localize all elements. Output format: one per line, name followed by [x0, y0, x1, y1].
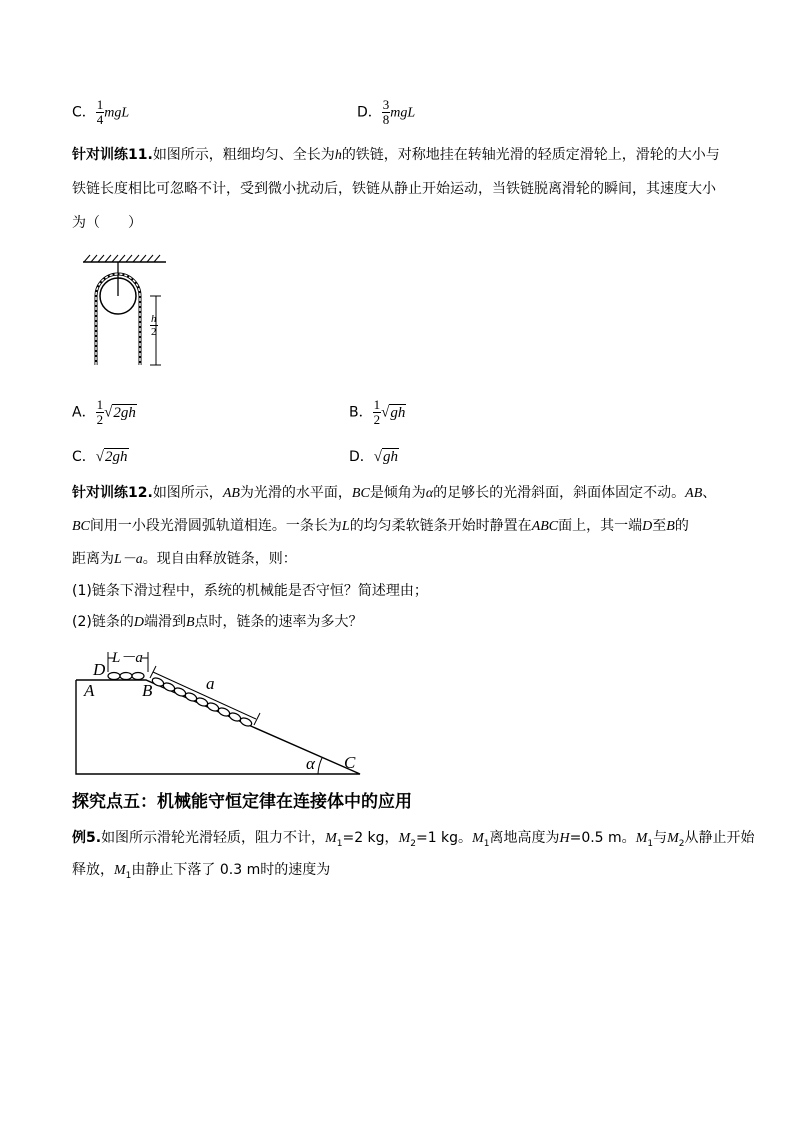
frac-num: 1	[373, 397, 381, 412]
ex5-line-2	[72, 860, 330, 886]
section-heading: 探究点五：机械能守恒定律在连接体中的应用	[72, 792, 412, 812]
sqrt: √gh	[373, 449, 399, 465]
option-label: C．	[72, 449, 96, 465]
q11-tag: 针对训练11.	[72, 147, 153, 163]
var: M	[114, 863, 126, 878]
q12-sub-2	[72, 612, 363, 633]
angle-arc	[318, 758, 322, 774]
ex5-line-1	[72, 828, 755, 854]
q12-line-2	[72, 516, 689, 537]
text: 释放，	[72, 862, 114, 878]
text: 至	[652, 518, 667, 534]
fig-label-alpha: α	[306, 754, 315, 773]
option-expr: mgL	[104, 105, 130, 121]
fig-label-A: A	[84, 681, 95, 700]
text: 端滑到	[143, 614, 186, 630]
fraction	[96, 98, 105, 127]
text: 如图所示，粗细均匀、全长为	[152, 147, 335, 163]
sub: 1	[336, 838, 343, 849]
q11-option-c	[72, 446, 129, 466]
text: 间用一小段光滑圆弧轨道相连。一条长为	[89, 518, 342, 534]
sub: 1	[483, 838, 490, 849]
frac-num: 1	[96, 397, 104, 412]
var: BC	[72, 519, 90, 534]
text: 点时，链条的速率为多大？	[194, 614, 363, 630]
radicand: gh	[390, 404, 406, 421]
ex5-tag: 例5.	[72, 830, 102, 846]
text: =0.5 m。	[569, 830, 636, 846]
frac-den: 2	[151, 326, 157, 338]
var: B	[666, 519, 675, 534]
q12-line-3	[72, 549, 297, 570]
text: 、	[702, 485, 717, 501]
fig-h-over-2	[150, 313, 158, 338]
option-d-top	[357, 98, 415, 127]
option-c-top	[72, 98, 129, 127]
option-label: D．	[357, 104, 382, 121]
fig-label-D: D	[93, 660, 106, 679]
var: M	[325, 831, 337, 846]
option-expr: mgL	[390, 105, 416, 121]
frac-den: 2	[96, 412, 104, 427]
fig-label-B: B	[142, 681, 153, 700]
frac-num: 3	[382, 97, 390, 112]
q12-sub-1: (1)链条下滑过程中，系统的机械能是否守恒？简述理由；	[72, 583, 428, 599]
var: AB	[222, 486, 240, 501]
sub: 2	[678, 838, 685, 849]
text: 的铁链，对称地挂在转轴光滑的轻质定滑轮上，滑轮的大小与	[341, 147, 720, 163]
sqrt: √2gh	[95, 449, 128, 465]
radicand: 2gh	[105, 449, 128, 465]
text: 为光滑的水平面，	[239, 485, 352, 501]
pulley-chain-figure	[78, 252, 168, 370]
option-label: B．	[349, 404, 373, 421]
text: 。现自由释放链条，则：	[142, 551, 297, 567]
q12-tag: 针对训练12.	[72, 485, 153, 501]
text: =2 kg，	[342, 830, 399, 846]
ceiling-hatch	[84, 255, 160, 262]
frac-num: 1	[96, 97, 104, 112]
text: 如图所示，	[152, 485, 223, 501]
var: L	[341, 519, 350, 534]
text: 离地高度为	[489, 830, 560, 846]
q11-option-a	[72, 398, 137, 427]
dimension-a	[150, 666, 260, 725]
text: 与	[653, 830, 668, 846]
var: H	[559, 831, 570, 846]
fraction	[382, 98, 391, 127]
q11-option-d	[349, 446, 399, 466]
q11-line-3: 为（ ）	[72, 215, 142, 231]
fraction	[96, 398, 105, 427]
q11-line-2: 铁链长度相比可忽略不计，受到微小扰动后，铁链从静止开始运动，当铁链脱离滑轮的瞬间，其速度大小	[72, 181, 716, 197]
var: M	[635, 831, 648, 846]
var: M	[472, 831, 484, 846]
var: α	[425, 486, 434, 501]
text: 由静止下落了 0.3 m时的速度为	[131, 862, 331, 878]
var: BC	[351, 486, 370, 501]
q12-line-1	[72, 483, 716, 504]
option-label: A．	[72, 404, 96, 421]
sqrt: √gh	[381, 404, 406, 421]
sub: 1	[647, 838, 654, 849]
var: ABC	[531, 519, 559, 534]
text: 的足够长的光滑斜面，斜面体固定不动。	[433, 485, 686, 501]
text: 是倾角为	[369, 485, 426, 501]
frac-den: 8	[382, 112, 390, 127]
var: M	[667, 831, 679, 846]
text: =1 kg。	[415, 830, 473, 846]
q11-option-b	[349, 398, 406, 427]
var: M	[398, 831, 411, 846]
fig-label-a: a	[206, 674, 215, 693]
frac-den: 4	[96, 112, 104, 127]
sqrt: √2gh	[104, 404, 136, 421]
var: AB	[685, 486, 703, 501]
radicand: gh	[383, 449, 399, 465]
var: h	[334, 148, 342, 163]
fig-label-C: C	[344, 753, 356, 772]
text: 面上，其一端	[558, 518, 643, 534]
option-label: D．	[349, 449, 374, 465]
q11-line-1	[72, 145, 720, 166]
frac-num: h	[151, 313, 157, 325]
var: B	[185, 615, 195, 630]
text: (2)链条的	[72, 614, 134, 630]
fig-label-L-minus-a: L－a	[112, 650, 143, 666]
sub: 2	[410, 838, 416, 849]
var: D	[133, 615, 144, 630]
text: 的	[674, 518, 689, 534]
text: 如图所示滑轮光滑轻质，阻力不计，	[101, 830, 326, 846]
expr: L－a	[114, 552, 143, 567]
chain-on-slope	[151, 676, 253, 727]
var: D	[642, 519, 653, 534]
text: 距离为	[72, 551, 114, 567]
chain-horizontal	[108, 673, 144, 680]
radicand: 2gh	[113, 404, 136, 421]
incline-body	[76, 680, 360, 774]
text: 从静止开始	[684, 830, 755, 846]
frac-den: 2	[373, 412, 381, 427]
text: 的均匀柔软链条开始时静置在	[349, 518, 532, 534]
fraction	[373, 398, 382, 427]
sub: 1	[125, 870, 132, 881]
option-label: C．	[72, 104, 96, 121]
